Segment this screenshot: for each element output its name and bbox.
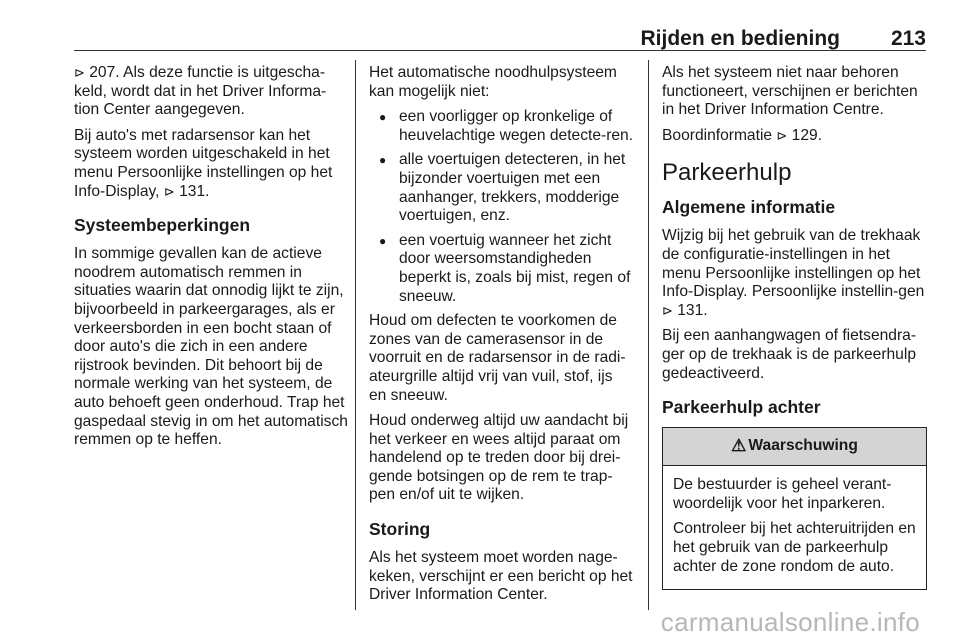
warning-triangle-icon: ⚠ (731, 436, 747, 456)
warning-box (662, 427, 927, 590)
page-ref-arrow-icon: ⊳ (776, 127, 788, 143)
bullet-list (369, 108, 634, 306)
paragraph: Controleer bij het achteruitrijden en het gebruik van de parkeerhulp achter de zone rondom de auto. (673, 520, 916, 575)
warning-header (663, 428, 926, 466)
column-3 (662, 64, 927, 590)
section-title: Rijden en bediening (640, 27, 840, 50)
paragraph: Houd om defecten te voorkomen de zones van de camerasensor in de voorruit en de radarsensor in de radi-ateurgrille altijd vrij van vuil, stof, ijs en sneeuw. (369, 312, 626, 404)
page-ref[interactable]: 131 (179, 182, 206, 200)
paragraph: Boordinformatie ⊳ 129. (662, 126, 823, 144)
column-2 (369, 64, 634, 612)
paragraph: Houd onderweg altijd uw aandacht bij het verkeer en wees altijd paraat om handelend op te treden door bij drei-gende botsingen op de rem te trap-pen en/of uit te wijken. (369, 412, 629, 504)
paragraph: Als het systeem niet naar behoren functioneert, verschijnen er berichten in het Driver Information Centre. (662, 64, 918, 119)
paragraph: Bij een aanhangwagen of fietsendra-ger op de trekhaak is de parkeerhulp gedeactiveerd. (662, 327, 917, 382)
page-ref[interactable]: 129 (791, 126, 818, 144)
heading-rear-parking-assist: Parkeerhulp achter (662, 397, 821, 418)
column-1 (74, 64, 349, 457)
paragraph: Wijzig bij het gebruik van de trekhaak de configuratie-instellingen in het menu Persoonlijke instellingen op het Info-Display. Persoonlijke instellin-gen ⊳ 131. (662, 227, 925, 319)
paragraph: Als het systeem moet worden nage-keken, verschijnt er een bericht op het Driver Information Center. (369, 549, 633, 604)
warning-body (663, 466, 926, 589)
page-number: 213 (890, 27, 926, 50)
paragraph: De bestuurder is geheel verant-woordelijk voor het inparkeren. (673, 476, 892, 512)
paragraph: In sommige gevallen kan de actieve noodrem automatisch remmen in situaties waarin dat onnodig lijkt te zijn, bijvoorbeeld in parkeergarages, als er verkeersborden in een bocht staan of door auto's die zich in een andere rijstrook bevinden. Dit behoort bij de normale werking van het systeem, de auto behoeft geen onderhoud. Trap het gaspedaal stevig in om het automatisch remmen op te heffen. (74, 245, 348, 449)
page-ref[interactable]: 131 (677, 301, 704, 319)
column-divider (355, 60, 356, 610)
page-ref-arrow-icon: ⊳ (662, 302, 673, 318)
list-item: ● een voorligger op kronkelige of heuvelachtige wegen detecte-ren. (369, 108, 634, 145)
watermark: carmanualsonline.info (660, 607, 920, 637)
list-item: ● een voertuig wanneer het zicht door weersomstandigheden beperkt is, zoals bij mist, regen of sneeuw. (369, 232, 634, 306)
page-ref[interactable]: 207 (89, 64, 116, 81)
paragraph: Bij auto's met radarsensor kan het systeem worden uitgeschakeld in het menu Persoonlijke instellingen op het Info-Display, ⊳ 131. (74, 126, 333, 200)
heading-system-limits: Systeembeperkingen (74, 215, 251, 236)
heading-general-info: Algemene informatie (662, 197, 836, 218)
list-item: ● alle voertuigen detecteren, in het bijzonder voertuigen met een aanhanger, trekkers, modderige voertuigen, enz. (369, 151, 634, 225)
heading-fault: Storing (369, 519, 431, 540)
paragraph: Het automatische noodhulpsysteem kan mogelijk niet: (369, 64, 617, 100)
heading-parking-assist: Parkeerhulp (662, 159, 792, 187)
column-divider (648, 60, 649, 610)
paragraph: ⊳ 207. Als deze functie is uitgescha-keld, wordt dat in het Driver Informa-tion Center aangegeven. (74, 64, 327, 119)
page-header (74, 0, 926, 51)
page-ref-arrow-icon: ⊳ (163, 183, 175, 199)
page-ref-arrow-icon: ⊳ (74, 65, 85, 80)
warning-title: Waarschuwing (748, 437, 858, 455)
